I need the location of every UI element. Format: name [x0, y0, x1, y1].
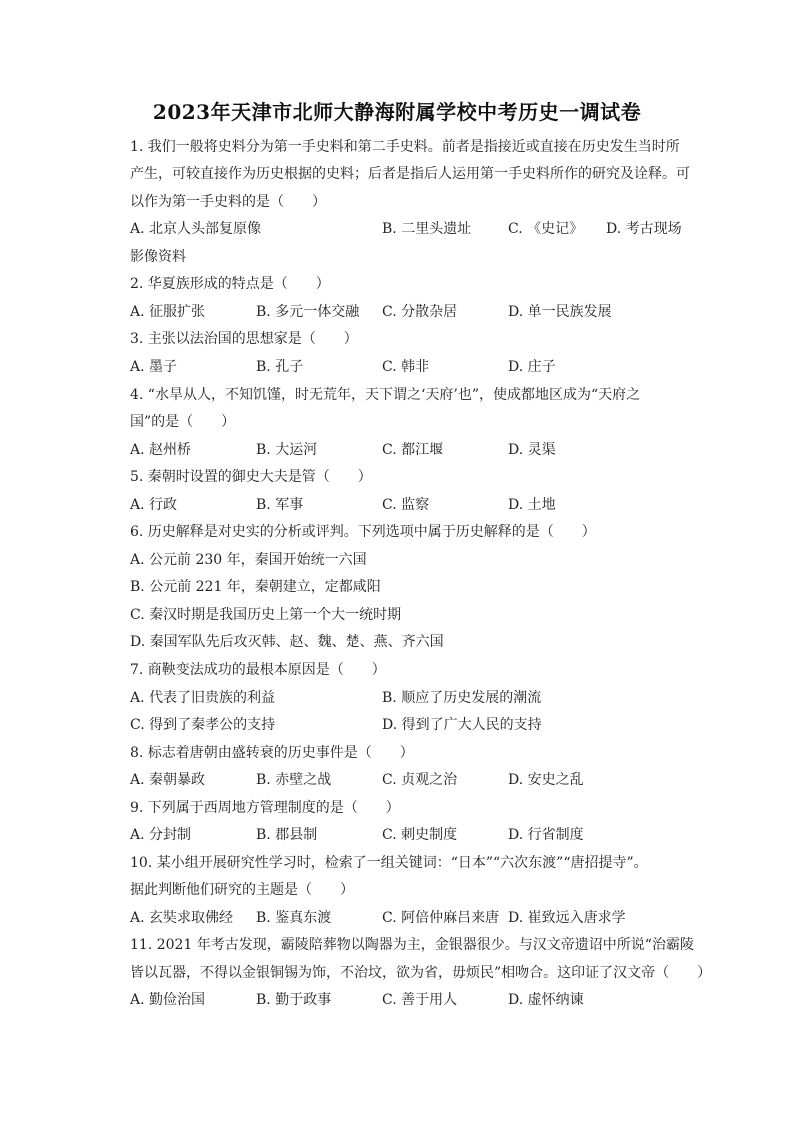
q6-option-c: C. 秦汉时期是我国历史上第一个大一统时期 — [130, 607, 402, 623]
q1-option-a: A. 北京人头部复原像 — [130, 221, 262, 237]
page-title: 2023年天津市北师大静海附属学校中考历史一调试卷 — [152, 100, 642, 124]
q1-option-c: C. 《史记》 — [508, 221, 584, 237]
q4-option-d: D. 灵渠 — [508, 442, 556, 458]
q3-stem: 3. 主张以法治国的思想家是（ ） — [130, 331, 358, 347]
q7-option-d: D. 得到了广大人民的支持 — [382, 717, 542, 733]
q5-option-b: B. 军事 — [256, 497, 304, 513]
q6-stem: 6. 历史解释是对史实的分析或评判。下列选项中属于历史解释的是（ ） — [130, 524, 596, 540]
q11-option-c: C. 善于用人 — [382, 992, 458, 1008]
q6-option-a: A. 公元前 230 年，秦国开始统一六国 — [130, 552, 367, 568]
q2-option-c: C. 分散杂居 — [382, 304, 458, 320]
q2-option-d: D. 单一民族发展 — [508, 304, 612, 320]
q2-option-a: A. 征服扩张 — [130, 304, 206, 320]
q4-option-b: B. 大运河 — [256, 442, 318, 458]
q2-option-b: B. 多元一体交融 — [256, 304, 360, 320]
q11-stem-line1: 11. 2021 年考古发现，霸陵陪葬物以陶器为主，金银器很少。与汉文帝遗诏中所说“治霸陵 — [130, 937, 694, 953]
q10-option-a: A. 玄奘求取佛经 — [130, 910, 234, 926]
q1-option-b: B. 二里头遗址 — [382, 221, 472, 237]
q2-stem: 2. 华夏族形成的特点是（ ） — [130, 276, 330, 292]
q3-option-b: B. 孔子 — [256, 359, 304, 375]
q11-option-d: D. 虚怀纳谏 — [508, 992, 584, 1008]
q9-option-a: A. 分封制 — [130, 827, 192, 843]
q4-stem-line2: 国”的是（ ） — [130, 414, 236, 430]
q3-option-c: C. 韩非 — [382, 359, 430, 375]
q9-option-c: C. 刺史制度 — [382, 827, 458, 843]
q1-option-d: D. 考古现场 — [606, 221, 682, 237]
q6-option-d: D. 秦国军队先后攻灭韩、赵、魏、楚、燕、齐六国 — [130, 634, 444, 650]
q8-stem: 8. 标志着唐朝由盛转衰的历史事件是（ ） — [130, 745, 414, 761]
q10-stem-line1: 10. 某小组开展研究性学习时，检索了一组关键词：“日本”“六次东渡”“唐招提寺”。 — [130, 855, 648, 871]
q11-option-a: A. 勤俭治国 — [130, 992, 206, 1008]
q5-stem: 5. 秦朝时设置的御史大夫是管（ ） — [130, 469, 372, 485]
q6-option-b: B. 公元前 221 年，秦朝建立，定都咸阳 — [130, 579, 381, 595]
q1-option-d-cont: 影像资料 — [130, 249, 186, 265]
q4-option-a: A. 赵州桥 — [130, 442, 192, 458]
q10-option-b: B. 鉴真东渡 — [256, 910, 332, 926]
q7-option-a: A. 代表了旧贵族的利益 — [130, 690, 276, 706]
q4-stem-line1: 4. “水旱从人，不知饥馑，时无荒年，天下谓之‘天府’也”，使成都地区成为“天府之 — [130, 387, 641, 403]
q5-option-d: D. 土地 — [508, 497, 556, 513]
q9-option-b: B. 郡县制 — [256, 827, 318, 843]
q8-option-c: C. 贞观之治 — [382, 772, 458, 788]
q9-option-d: D. 行省制度 — [508, 827, 584, 843]
q10-option-d: D. 崔致远入唐求学 — [508, 910, 626, 926]
q3-option-a: A. 墨子 — [130, 359, 178, 375]
q1-stem-line3: 以作为第一手史料的是（ ） — [130, 194, 326, 210]
q4-option-c: C. 都江堰 — [382, 442, 444, 458]
q7-stem: 7. 商鞅变法成功的最根本原因是（ ） — [130, 662, 386, 678]
q1-stem-line2: 产生，可较直接作为历史根据的史料；后者是指后人运用第一手史料所作的研究及诠释。可 — [130, 166, 690, 182]
q7-option-b: B. 顺应了历史发展的潮流 — [382, 690, 542, 706]
q8-option-a: A. 秦朝暴政 — [130, 772, 206, 788]
q3-option-d: D. 庄子 — [508, 359, 556, 375]
q9-stem: 9. 下列属于西周地方管理制度的是（ ） — [130, 800, 400, 816]
q5-option-c: C. 监察 — [382, 497, 430, 513]
q8-option-d: D. 安史之乱 — [508, 772, 584, 788]
q10-stem-line2: 据此判断他们研究的主题是（ ） — [130, 882, 354, 898]
q7-option-c: C. 得到了秦孝公的支持 — [130, 717, 276, 733]
q8-option-b: B. 赤壁之战 — [256, 772, 332, 788]
q5-option-a: A. 行政 — [130, 497, 178, 513]
q11-option-b: B. 勤于政事 — [256, 992, 332, 1008]
q11-stem-line2: 皆以瓦器，不得以金银铜锡为饰，不治坟，欲为省，毋烦民”相吻合。这印证了汉文帝（ ） — [130, 965, 712, 981]
q1-stem-line1: 1. 我们一般将史料分为第一手史料和第二手史料。前者是指接近或直接在历史发生当时所 — [130, 139, 680, 155]
q10-option-c: C. 阿倍仲麻吕来唐 — [382, 910, 500, 926]
